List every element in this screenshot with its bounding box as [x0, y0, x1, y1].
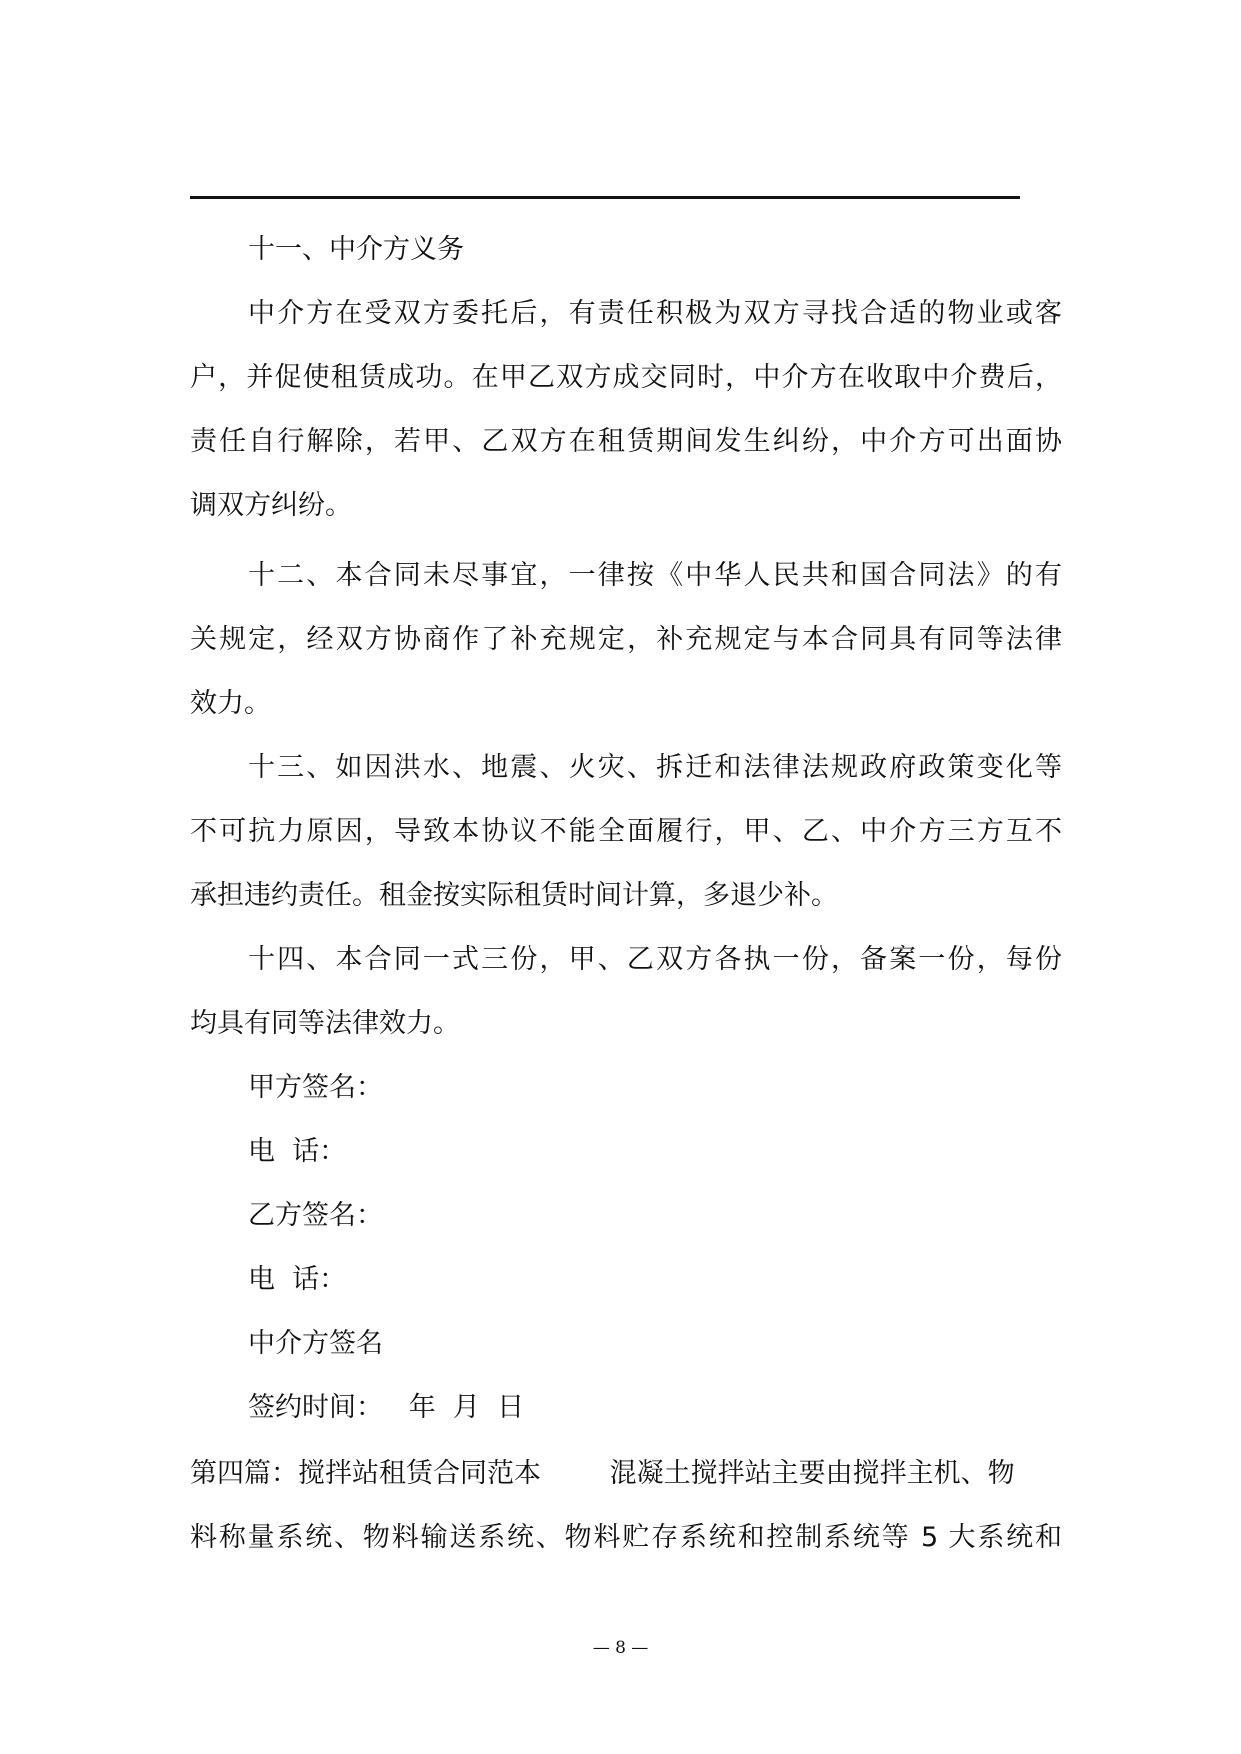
party-a-signature-label: 甲方签名： [248, 1072, 383, 1103]
page-number: — 8 — [592, 1638, 649, 1658]
section-11-line-2: 户，并促使租赁成功。在甲乙双方成交同时，中介方在收取中介费后， [190, 362, 1062, 393]
section-13-line-2: 不可抗力原因，导致本协议不能全面履行，甲、乙、中介方三方互不 [190, 816, 1062, 847]
section-11-line-3: 责任自行解除，若甲、乙双方在租赁期间发生纠纷，中介方可出面协 [190, 426, 1062, 457]
section-13-line-1: 十三、如因洪水、地震、火灾、拆迁和法律法规政府政策变化等 [248, 752, 1062, 783]
section-12-line-3: 效力。 [190, 688, 271, 719]
agent-signature-label: 中介方签名 [248, 1328, 383, 1359]
section-14-line-1: 十四、本合同一式三份，甲、乙双方各执一份，备案一份，每份 [248, 944, 1062, 975]
section-13-line-3: 承担违约责任。租金按实际租赁时间计算，多退少补。 [190, 880, 838, 911]
section-11-line-1: 中介方在受双方委托后，有责任积极为双方寻找合适的物业或客 [248, 298, 1062, 329]
section-11-heading: 十一、中介方义务 [248, 234, 464, 265]
party-b-phone-label: 电 话： [248, 1264, 347, 1295]
top-rule [190, 196, 1020, 199]
signing-date-label: 签约时间： 年 月 日 [248, 1392, 525, 1423]
party-a-phone-label: 电 话： [248, 1136, 347, 1167]
chapter-4-line-1: 第四篇：搅拌站租赁合同范本 混凝土搅拌站主要由搅拌主机、物 [190, 1458, 1015, 1489]
section-12-line-2: 关规定，经双方协商作了补充规定，补充规定与本合同具有同等法律 [190, 624, 1062, 655]
section-14-line-2: 均具有同等法律效力。 [190, 1008, 460, 1039]
section-12-line-1: 十二、本合同未尽事宜，一律按《中华人民共和国合同法》的有 [248, 560, 1062, 591]
section-11-line-4: 调双方纠纷。 [190, 490, 352, 521]
chapter-4-line-2: 料称量系统、物料输送系统、物料贮存系统和控制系统等 5 大系统和 [190, 1522, 1062, 1553]
party-b-signature-label: 乙方签名： [248, 1200, 383, 1231]
